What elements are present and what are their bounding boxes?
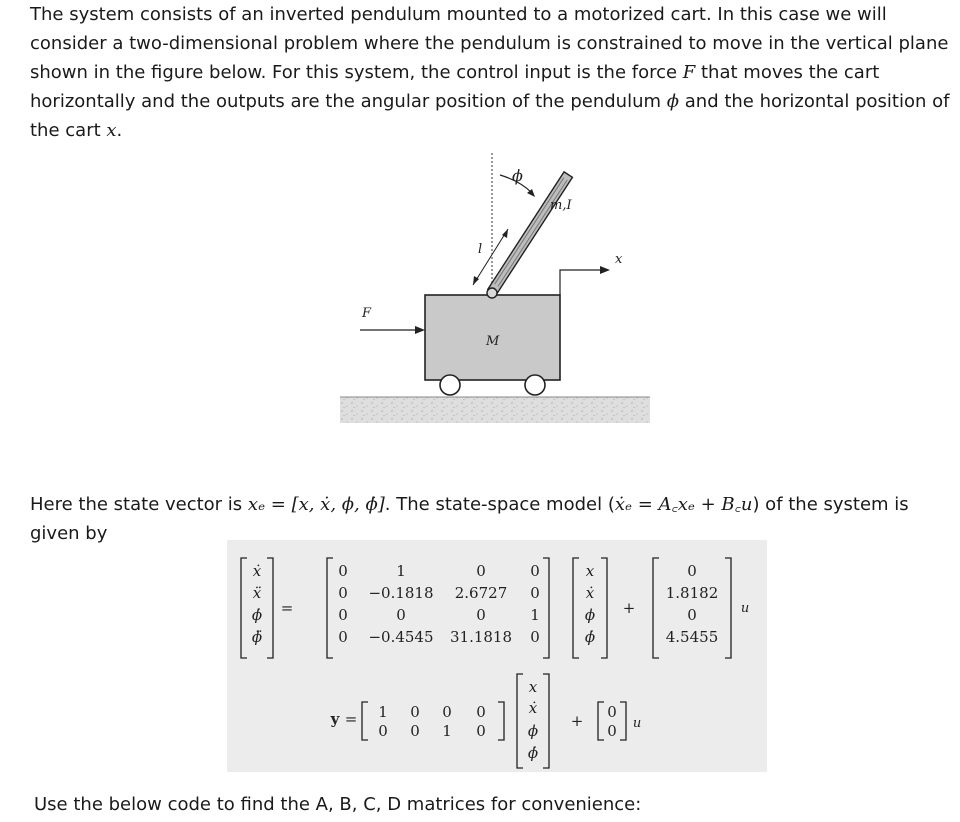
a-cell: 2.6727 bbox=[454, 584, 508, 602]
c-matrix bbox=[378, 703, 486, 740]
d-bracket-right bbox=[620, 702, 626, 740]
b-entry-1: 1.8182 bbox=[665, 584, 719, 602]
state-bracket-left bbox=[573, 558, 579, 658]
x-position-arrow bbox=[560, 270, 602, 295]
c-cell: 0 bbox=[378, 722, 388, 740]
output-state-entry-1: ẋ bbox=[528, 699, 538, 717]
output-plus-sign: + bbox=[570, 712, 584, 730]
output-state-entry-3: ϕ̇ bbox=[527, 744, 539, 762]
c-cell: 0 bbox=[476, 703, 486, 721]
a-cell: −0.1818 bbox=[368, 584, 434, 602]
a-cell: −0.4545 bbox=[368, 628, 434, 646]
a-cell: 0 bbox=[338, 562, 348, 580]
x-symbol: x bbox=[106, 120, 117, 141]
c-cell: 0 bbox=[410, 722, 420, 740]
phi-label: ϕ bbox=[512, 166, 523, 185]
a-cell: 0 bbox=[530, 562, 540, 580]
a-cell: 1 bbox=[530, 606, 540, 624]
b-bracket-right bbox=[725, 558, 731, 658]
lhs-entry-0: ẋ bbox=[252, 562, 262, 580]
state-vector-equation: xₑ = [x, ẋ, ϕ, ϕ̇] bbox=[247, 494, 385, 515]
a-bracket-right bbox=[543, 558, 549, 658]
input-u: u bbox=[740, 601, 750, 616]
a-cell: 0 bbox=[476, 562, 486, 580]
c-cell: 0 bbox=[442, 703, 452, 721]
model-equation: ẋₑ = A꜀xₑ + B꜀u bbox=[614, 494, 753, 515]
state-text-c: ) of the system is given by bbox=[30, 494, 909, 544]
a-cell: 0 bbox=[476, 606, 486, 624]
a-cell: 0 bbox=[530, 628, 540, 646]
intro-text-1: The system consists of an inverted pendulum mounted to a motorized cart. In this case we will consider a two-dimensional problem where the pendulum is constrained to move in the vertical plane shown in the figure below. For this system, the control input is the force bbox=[30, 4, 949, 83]
equals-sign: = bbox=[280, 599, 294, 617]
output-state-entry-0: x bbox=[528, 678, 538, 696]
state-space-equations bbox=[227, 540, 767, 772]
output-equals-sign: = bbox=[344, 710, 358, 728]
pivot bbox=[487, 288, 497, 298]
output-input-u: u bbox=[632, 716, 642, 731]
pendulum-figure bbox=[330, 145, 660, 435]
state-entry-1: ẋ bbox=[585, 584, 595, 602]
cart-label: M bbox=[486, 334, 500, 349]
force-symbol: F bbox=[682, 62, 696, 83]
cart-wheel-left bbox=[440, 375, 460, 395]
a-cell: 0 bbox=[338, 606, 348, 624]
lhs-entry-2: ϕ̇ bbox=[251, 606, 263, 624]
b-entry-3: 4.5455 bbox=[665, 628, 719, 646]
output-state-bracket-left bbox=[517, 674, 523, 768]
c-cell: 1 bbox=[378, 703, 388, 721]
a-bracket-left bbox=[327, 558, 333, 658]
a-cell: 1 bbox=[396, 562, 406, 580]
closing-instruction: Use the below code to find the A, B, C, D matrices for convenience: bbox=[34, 794, 642, 815]
a-cell: 0 bbox=[396, 606, 406, 624]
lhs-entry-3: ϕ̈ bbox=[251, 628, 263, 646]
intro-paragraph bbox=[30, 0, 960, 145]
state-bracket-right bbox=[601, 558, 607, 658]
lhs-bracket-left bbox=[241, 558, 247, 658]
state-entry-2: ϕ bbox=[584, 606, 596, 624]
equations-svg bbox=[227, 540, 767, 772]
b-entry-2: 0 bbox=[687, 606, 697, 624]
d-entry-0: 0 bbox=[607, 703, 617, 721]
a-cell: 0 bbox=[338, 584, 348, 602]
x-label: x bbox=[615, 252, 623, 267]
ground bbox=[340, 397, 650, 423]
d-bracket-left bbox=[598, 702, 604, 740]
intro-text-2: that moves the cart horizontally and the outputs are the angular position of the pendulum bbox=[30, 62, 880, 112]
force-label: F bbox=[362, 306, 372, 321]
c-bracket-left bbox=[362, 702, 368, 740]
lhs-bracket-right bbox=[267, 558, 273, 658]
d-entry-1: 0 bbox=[607, 722, 617, 740]
c-cell: 1 bbox=[442, 722, 452, 740]
x-arrow-head bbox=[600, 266, 610, 274]
c-cell: 0 bbox=[410, 703, 420, 721]
plus-sign: + bbox=[622, 599, 636, 617]
cart-wheel-right bbox=[525, 375, 545, 395]
intro-text-4: . bbox=[116, 120, 123, 141]
c-cell: 0 bbox=[476, 722, 486, 740]
b-bracket-left bbox=[653, 558, 659, 658]
state-text-a: Here the state vector is bbox=[30, 494, 248, 515]
pendulum-diagram bbox=[330, 145, 660, 435]
state-entry-3: ϕ̇ bbox=[584, 628, 596, 646]
state-text-b: . The state-space model ( bbox=[384, 494, 615, 515]
c-bracket-right bbox=[498, 702, 504, 740]
mass-inertia-label: m,I bbox=[550, 198, 572, 213]
a-cell: 0 bbox=[338, 628, 348, 646]
phi-symbol: ϕ bbox=[666, 91, 680, 112]
b-entry-0: 0 bbox=[687, 562, 697, 580]
length-label: l bbox=[478, 242, 483, 257]
a-matrix bbox=[338, 562, 540, 646]
lhs-entry-1: ẍ bbox=[252, 584, 262, 602]
state-entry-0: x bbox=[585, 562, 595, 580]
output-state-entry-2: ϕ bbox=[527, 722, 539, 740]
a-cell: 0 bbox=[530, 584, 540, 602]
intro-text-3: and the horizontal position of the cart bbox=[30, 91, 950, 141]
force-arrow-head bbox=[415, 326, 425, 334]
a-cell: 31.1818 bbox=[449, 628, 513, 646]
output-y: y bbox=[330, 710, 340, 728]
output-state-bracket-right bbox=[543, 674, 549, 768]
